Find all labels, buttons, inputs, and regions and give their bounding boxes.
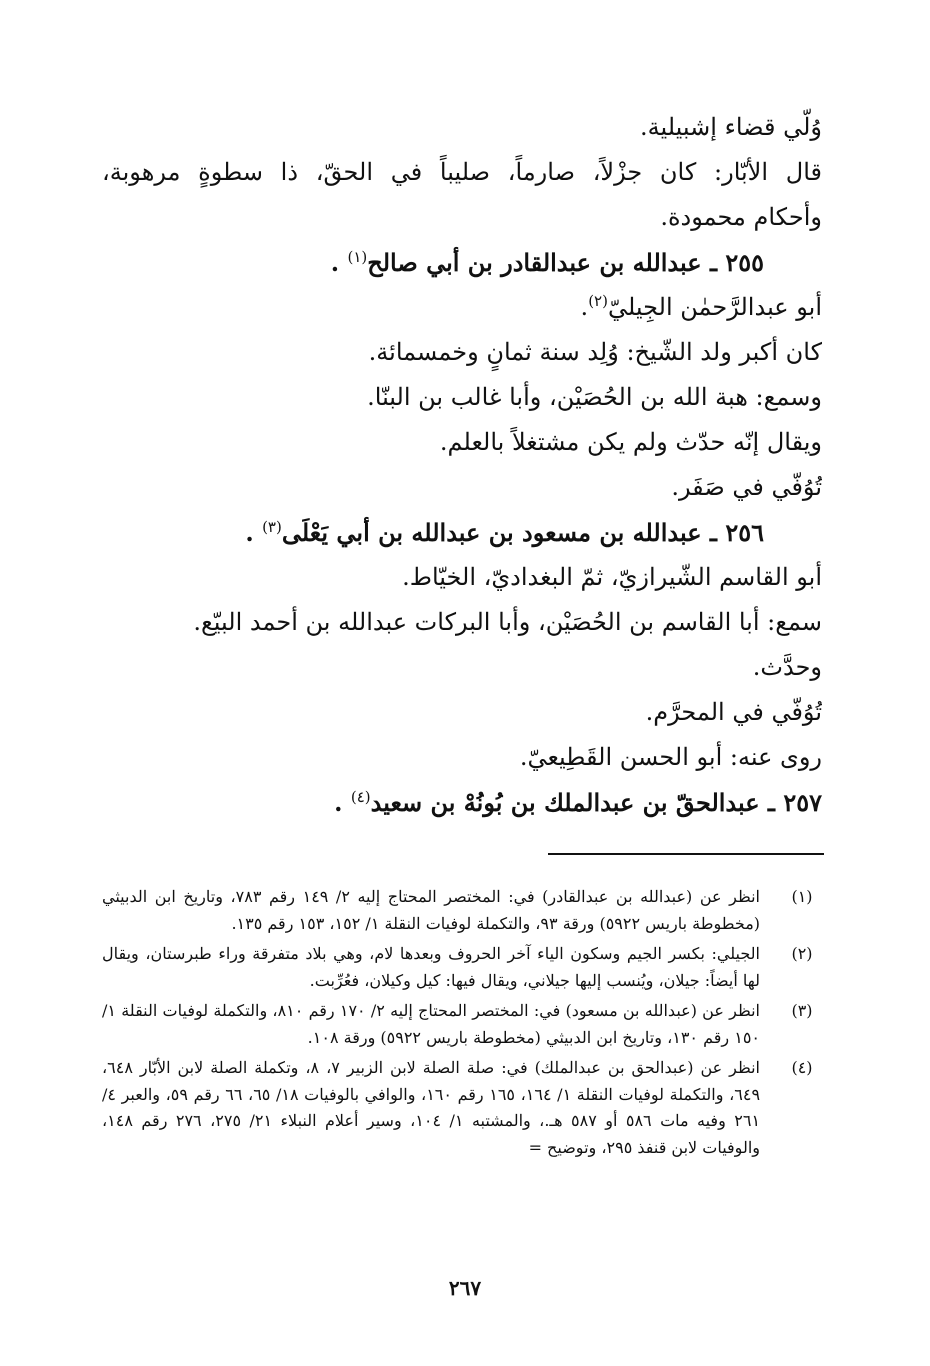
footnote-ref: (٣) bbox=[262, 518, 282, 536]
line-text: وُلّي قضاء إشبيلية. bbox=[640, 113, 822, 141]
footnote-4 bbox=[102, 1055, 822, 1161]
footnote-ref: (١) bbox=[347, 248, 368, 266]
line-text: كان أكبر ولد الشّيخ: وُلِد سنة ثمانٍ وخمسمائة. bbox=[368, 338, 822, 366]
main-text bbox=[102, 105, 822, 825]
entry-heading-255 bbox=[102, 240, 822, 285]
text-line bbox=[102, 330, 822, 375]
entry-title: ٢٥٥ ـ عبدالله بن عبدالقادر بن أبي صالح bbox=[367, 248, 764, 277]
page-number: ٢٦٧ bbox=[448, 1276, 482, 1300]
line-text: روى عنه: أبو الحسن القَطِيعيّ. bbox=[519, 743, 822, 771]
footnote-number: (٣) bbox=[791, 1001, 813, 1020]
footnote-3 bbox=[102, 998, 822, 1051]
line-text: وحدَّث. bbox=[752, 653, 822, 681]
text-line bbox=[102, 465, 822, 510]
entry-period: . bbox=[334, 788, 351, 817]
footnote-1 bbox=[102, 884, 822, 937]
line-text: تُوُفّي في المحرَّم. bbox=[645, 698, 822, 726]
line-text: أبو عبدالرَّحمٰن الجِيليّ bbox=[607, 293, 822, 321]
footnotes bbox=[102, 884, 822, 1165]
footnote-text: انظر عن (عبدالحق بن عبدالملك) في: صلة الصلة لابن الزبير ٧، ٨، وتكملة الصلة لابن الأبّار ٦٤٨، ٦٤٩، والتكملة لوفيات النقلة ١/ ١٦٤، ١٦٥ رقم ١٦٠، والوافي بالوفيات ١٨/ ٦٥، ٦٦ رقم ٥٩، والعبر ٤/ ٢٦١ وفيه مات ٥٨٦ أو ٥٨٧ هـ.، والمشتبه ١/ ١٠٤، وسير أعلام النبلاء ٢١/ ٢٧٥، ٢٧٦ رقم ١٤٨، والوفيات لابن قنفذ ٢٩٥، وتوضيح = bbox=[102, 1058, 761, 1157]
footnote-number: (٢) bbox=[791, 944, 813, 963]
entry-title: ٢٥٦ ـ عبدالله بن مسعود بن عبدالله بن أبي يَعْلَى bbox=[281, 518, 764, 547]
entry-title: ٢٥٧ ـ عبدالحقّ بن عبدالملك بن بُونُهْ بن سعيد bbox=[370, 788, 822, 817]
entry-period: . bbox=[330, 248, 348, 277]
line-period: . bbox=[580, 293, 589, 321]
text-line bbox=[102, 420, 822, 465]
text-line bbox=[102, 690, 822, 735]
line-text: ويقال إنّه حدّث ولم يكن مشتغلاً بالعلم. bbox=[439, 428, 822, 456]
line-text: وسمع: هبة الله بن الحُصَيْن، وأبا غالب بن البنّا. bbox=[367, 383, 822, 411]
text-line bbox=[102, 555, 822, 600]
line-text: قال الأبّار: كان جزْلاً، صارماً، صليباً في الحقّ، ذا سطوةٍ مرهوبة، bbox=[102, 158, 822, 186]
text-line bbox=[102, 375, 822, 420]
text-line bbox=[102, 285, 822, 330]
line-text: وأحكام محمودة. bbox=[660, 203, 822, 231]
line-text: أبو القاسم الشّيرازيّ، ثمّ البغداديّ، الخيّاط. bbox=[402, 563, 822, 591]
text-line bbox=[102, 195, 822, 240]
text-line bbox=[102, 150, 822, 195]
text-line bbox=[102, 645, 822, 690]
entry-period: . bbox=[245, 518, 263, 547]
line-text: سمع: أبا القاسم بن الحُصَيْن، وأبا البركات عبدالله بن أحمد البيّع. bbox=[193, 608, 822, 636]
text-line bbox=[102, 735, 822, 780]
text-line bbox=[102, 105, 822, 150]
footnote-text: الجيلي: بكسر الجيم وسكون الياء آخر الحروف وبعدها لام، وهي بلاد متفرقة وراء طبرستان، ويقال لها أيضاً: جيلان، ويُنسب إليها جيلاني، ويقال فيها: كيل وكيلان، فعُرِّبت. bbox=[102, 944, 760, 990]
footnote-separator bbox=[548, 853, 824, 855]
footnote-ref: (٤) bbox=[350, 788, 371, 806]
footnote-text: انظر عن (عبدالله بن عبدالقادر) في: المختصر المحتاج إليه ٢/ ١٤٩ رقم ٧٨٣، وتاريخ ابن الدبيثي (مخطوطة باريس ٥٩٢٢) ورقة ٩٣، والتكملة لوفيات النقلة ١/ ١٥٢، ١٥٣ رقم ١٣٥. bbox=[102, 887, 760, 933]
footnote-2 bbox=[102, 941, 822, 994]
footnote-number: (٤) bbox=[791, 1058, 813, 1077]
footnote-number: (١) bbox=[791, 887, 813, 906]
footnote-ref: (٢) bbox=[588, 292, 608, 310]
line-text: تُوُفّي في صَفَر. bbox=[671, 473, 822, 501]
footnote-text: انظر عن (عبدالله بن مسعود) في: المختصر المحتاج إليه ٢/ ١٧٠ رقم ٨١٠، والتكملة لوفيات النقلة ١/ ١٥٠ رقم ١٣٠، وتاريخ ابن الدبيثي (مخطوطة باريس ٥٩٢٢) ورقة ١٠٨. bbox=[102, 1001, 760, 1047]
text-line bbox=[102, 600, 822, 645]
entry-heading-257 bbox=[102, 780, 822, 825]
entry-heading-256 bbox=[102, 510, 822, 555]
